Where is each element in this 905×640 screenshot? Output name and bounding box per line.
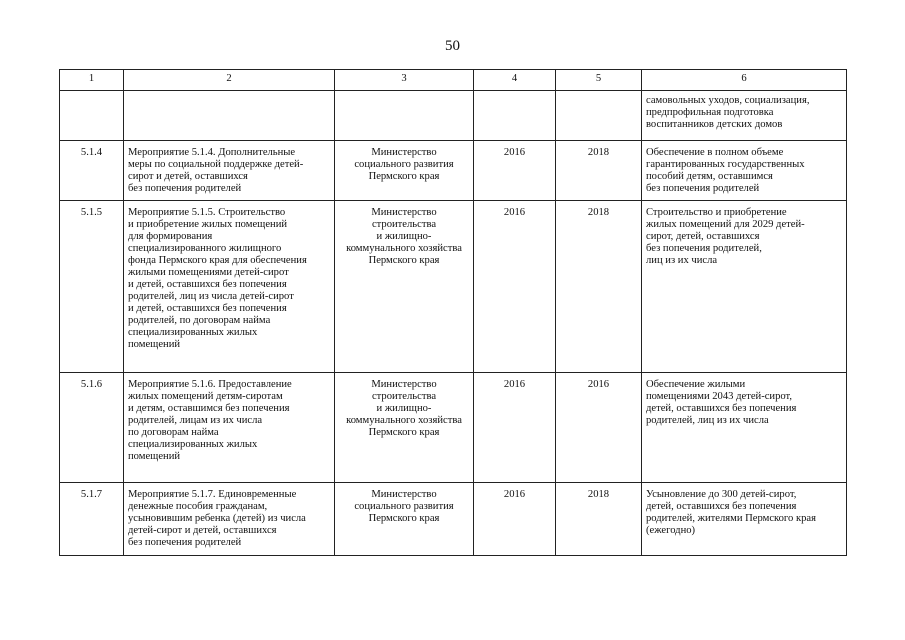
page-number: 50 <box>445 38 460 54</box>
event-name <box>124 373 335 483</box>
start-year: 2016 <box>474 483 556 556</box>
event-name-line: и детям, оставшимся без попечения <box>128 403 290 414</box>
executor-line: коммунального хозяйства <box>346 243 462 254</box>
event-name-line: жилыми помещениями детей-сирот <box>128 267 289 278</box>
row-number: 5.1.5 <box>60 201 124 373</box>
header-cell-4: 4 <box>474 70 556 91</box>
executor <box>335 201 474 373</box>
event-name-line: и детей, оставшихся без попечения <box>128 303 287 314</box>
executor-line: и жилищно- <box>376 231 432 242</box>
executor <box>335 483 474 556</box>
event-name-line: по договорам найма <box>128 427 219 438</box>
expected-result-line: детей, оставшихся без попечения <box>646 403 797 414</box>
expected-result-line: гарантированных государственных <box>646 159 805 170</box>
expected-result-line: предпрофильная подготовка <box>646 107 774 118</box>
table-body <box>60 91 847 556</box>
event-name-line: детей-сирот и детей, оставшихся <box>128 525 277 536</box>
end-year: 2016 <box>556 373 642 483</box>
expected-result-line: Обеспечение в полном объеме <box>646 147 784 158</box>
event-name-line: специализированного жилищного <box>128 243 282 254</box>
table-row <box>60 483 847 556</box>
executor-line: коммунального хозяйства <box>346 415 462 426</box>
expected-result <box>642 201 847 373</box>
end-year: 2018 <box>556 141 642 201</box>
event-name-line: помещений <box>128 451 181 462</box>
program-table <box>59 69 847 556</box>
executor-line: Министерство <box>371 489 437 500</box>
executor-line: Пермского края <box>368 255 440 266</box>
expected-result <box>642 373 847 483</box>
executor <box>335 373 474 483</box>
event-name-line: жилых помещений детям-сиротам <box>128 391 283 402</box>
executor-line: Министерство <box>371 379 437 390</box>
event-name-line: Мероприятие 5.1.7. Единовременные <box>128 489 297 500</box>
header-cell-6: 6 <box>642 70 847 91</box>
event-name-line: родителей, по договорам найма <box>128 315 271 326</box>
event-name-line: специализированных жилых <box>128 327 258 338</box>
header-cell-5: 5 <box>556 70 642 91</box>
start-year <box>474 91 556 141</box>
expected-result-line: родителей, лиц из их числа <box>646 415 769 426</box>
expected-result-line: Усыновление до 300 детей-сирот, <box>646 489 797 500</box>
executor-line: Министерство <box>371 207 437 218</box>
event-name-line: специализированных жилых <box>128 439 258 450</box>
header-cell-1: 1 <box>60 70 124 91</box>
event-name-line: сирот и детей, оставшихся <box>128 171 248 182</box>
expected-result <box>642 483 847 556</box>
table-row <box>60 141 847 201</box>
expected-result-line: детей, оставшихся без попечения <box>646 501 797 512</box>
event-name <box>124 201 335 373</box>
expected-result-line: лиц из их числа <box>646 255 718 266</box>
event-name-line: без попечения родителей <box>128 183 242 194</box>
expected-result-line: самовольных уходов, социализация, <box>646 95 810 106</box>
executor <box>335 91 474 141</box>
expected-result <box>642 91 847 141</box>
table-row <box>60 91 847 141</box>
event-name-line: для формирования <box>128 231 213 242</box>
end-year <box>556 91 642 141</box>
expected-result-line: без попечения родителей, <box>646 243 762 254</box>
row-number: 5.1.6 <box>60 373 124 483</box>
event-name <box>124 91 335 141</box>
event-name <box>124 483 335 556</box>
expected-result <box>642 141 847 201</box>
executor-line: строительства <box>371 391 437 402</box>
start-year: 2016 <box>474 141 556 201</box>
expected-result-line: жилых помещений для 2029 детей- <box>646 219 805 230</box>
event-name-line: фонда Пермского края для обеспечения <box>128 255 307 266</box>
executor-line: строительства <box>371 219 437 230</box>
executor-line: Пермского края <box>368 171 440 182</box>
expected-result-line: воспитанников детских домов <box>646 119 783 130</box>
executor-line: Пермского края <box>368 513 440 524</box>
expected-result-line: помещениями 2043 детей-сирот, <box>646 391 793 402</box>
event-name-line: меры по социальной поддержке детей- <box>128 159 304 170</box>
table-row <box>60 373 847 483</box>
event-name-line: Мероприятие 5.1.6. Предоставление <box>128 379 292 390</box>
expected-result-line: Строительство и приобретение <box>646 207 787 218</box>
expected-result-line: (ежегодно) <box>646 525 696 536</box>
row-number <box>60 91 124 141</box>
start-year: 2016 <box>474 201 556 373</box>
expected-result-line: Обеспечение жилыми <box>646 379 746 390</box>
event-name-line: и приобретение жилых помещений <box>128 219 288 230</box>
executor-line: социального развития <box>354 501 454 512</box>
expected-result-line: родителей, жителями Пермского края <box>646 513 816 524</box>
event-name-line: без попечения родителей <box>128 537 242 548</box>
event-name-line: помещений <box>128 339 181 350</box>
executor-line: Пермского края <box>368 427 440 438</box>
expected-result-line: пособий детям, оставшимся <box>646 171 773 182</box>
row-number: 5.1.7 <box>60 483 124 556</box>
event-name-line: усыновившим ребенка (детей) из числа <box>128 513 306 524</box>
executor <box>335 141 474 201</box>
row-number: 5.1.4 <box>60 141 124 201</box>
executor-line: и жилищно- <box>376 403 432 414</box>
event-name-line: родителей, лицам из их числа <box>128 415 263 426</box>
header-cell-3: 3 <box>335 70 474 91</box>
event-name-line: родителей, лиц из числа детей-сирот <box>128 291 294 302</box>
executor-line: Министерство <box>371 147 437 158</box>
start-year: 2016 <box>474 373 556 483</box>
executor-line: социального развития <box>354 159 454 170</box>
expected-result-line: без попечения родителей <box>646 183 760 194</box>
event-name-line: и детей, оставшихся без попечения <box>128 279 287 290</box>
event-name-line: Мероприятие 5.1.4. Дополнительные <box>128 147 296 158</box>
end-year: 2018 <box>556 483 642 556</box>
end-year: 2018 <box>556 201 642 373</box>
event-name-line: денежные пособия гражданам, <box>128 501 268 512</box>
event-name <box>124 141 335 201</box>
header-row <box>60 70 847 91</box>
expected-result-line: сирот, детей, оставшихся <box>646 231 760 242</box>
table-row <box>60 201 847 373</box>
header-cell-2: 2 <box>124 70 335 91</box>
event-name-line: Мероприятие 5.1.5. Строительство <box>128 207 286 218</box>
